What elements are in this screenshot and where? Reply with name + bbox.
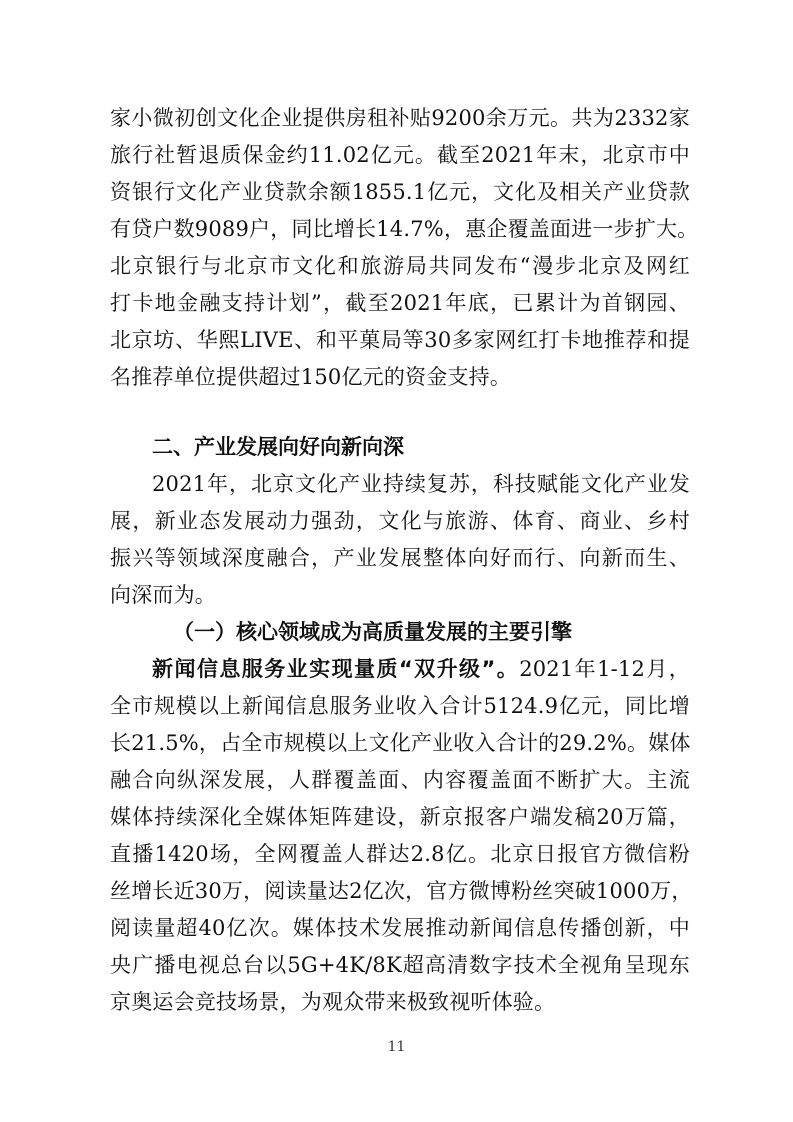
- paragraph-line: 旅行社暂退质保金约11.02亿元。截至2021年末，北京市中: [110, 143, 690, 167]
- paragraph-line: 2021年，北京文化产业持续复苏，科技赋能文化产业发: [152, 472, 690, 496]
- paragraph-line: 媒体持续深化全媒体矩阵建设，新京报客户端发稿20万篇，: [110, 805, 690, 829]
- paragraph-line: 央广播电视总台以5G+4K/8K超高清数字技术全视角呈现东: [110, 953, 690, 977]
- paragraph-line: 有贷户数9089户，同比增长14.7%，惠企覆盖面进一步扩大。: [110, 217, 699, 241]
- paragraph-line: 资银行文化产业贷款余额1855.1亿元，文化及相关产业贷款: [110, 180, 690, 204]
- paragraph-lead-line: [152, 654, 690, 684]
- paragraph-line: 北京银行与北京市文化和旅游局共同发布“漫步北京及网红: [110, 254, 690, 278]
- paragraph-line: 名推荐单位提供超过150亿元的资金支持。: [110, 365, 512, 389]
- paragraph-line: 融合向纵深发展，人群覆盖面、内容覆盖面不断扩大。主流: [110, 768, 690, 792]
- paragraph-line: 直播1420场，全网覆盖人群达2.8亿。北京日报官方微信粉: [110, 842, 690, 866]
- subsection-heading: （一）核心领域成为高质量发展的主要引擎: [173, 620, 572, 644]
- paragraph-line: 振兴等领域深度融合，产业发展整体向好而行、向新而生、: [110, 546, 690, 570]
- paragraph-line: 京奥运会竞技场景，为观众带来极致视听体验。: [110, 990, 556, 1014]
- paragraph-line: 向深而为。: [110, 583, 216, 607]
- section-heading: 二、产业发展向好向新向深: [152, 435, 404, 459]
- paragraph-line: 打卡地金融支持计划”，截至2021年底，已累计为首钢园、: [110, 291, 690, 315]
- paragraph-line: 北京坊、华熙LIVE、和平菓局等30多家网红打卡地推荐和提: [110, 328, 690, 352]
- paragraph-lead-rest: 2021年1-12月，: [519, 657, 690, 681]
- paragraph-line: 家小微初创文化企业提供房租补贴9200余万元。共为2332家: [110, 106, 690, 130]
- page-number: 11: [387, 1039, 406, 1055]
- paragraph-line: 全市规模以上新闻信息服务业收入合计5124.9亿元，同比增: [110, 694, 690, 718]
- paragraph-line: 丝增长近30万，阅读量达2亿次，官方微博粉丝突破1000万，: [110, 879, 693, 903]
- paragraph-line: 阅读量超40亿次。媒体技术发展推动新闻信息传播创新，中: [110, 916, 690, 940]
- paragraph-line: 展，新业态发展动力强劲，文化与旅游、体育、商业、乡村: [110, 509, 690, 533]
- paragraph-lead-bold: 新闻信息服务业实现量质“双升级”。: [152, 657, 520, 681]
- paragraph-line: 长21.5%，占全市规模以上文化产业收入合计的29.2%。媒体: [110, 731, 691, 755]
